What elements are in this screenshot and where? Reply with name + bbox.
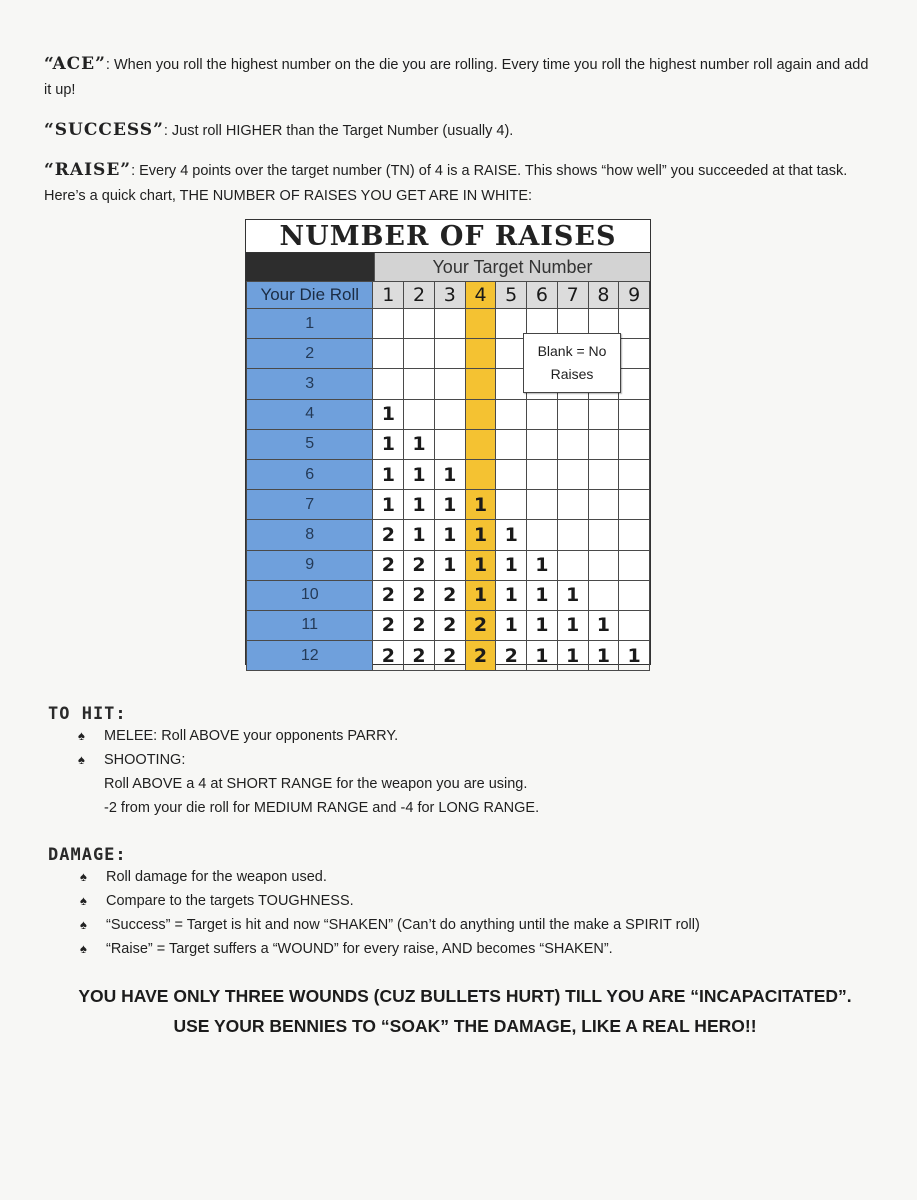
raise-cell: 2 xyxy=(434,610,465,640)
raise-cell: 2 xyxy=(496,641,527,671)
raise-rule xyxy=(44,158,874,209)
die-roll-4: 4 xyxy=(247,399,373,429)
chart-title: NUMBER OF RAISES xyxy=(246,220,650,253)
raise-cell: 1 xyxy=(619,641,650,671)
target-number-column-2: 2 xyxy=(404,282,435,309)
raise-cell xyxy=(557,550,588,580)
raise-cell: 2 xyxy=(373,580,404,610)
raise-cell: 1 xyxy=(496,610,527,640)
footer-line-1: YOU HAVE ONLY THREE WOUNDS (CUZ BULLETS HURT) TILL YOU ARE “INCAPACITATED”. xyxy=(78,986,852,1006)
die-roll-11: 11 xyxy=(247,610,373,640)
ace-term: “ACE” xyxy=(44,54,106,74)
target-number-column-3: 3 xyxy=(434,282,465,309)
raise-cell xyxy=(588,429,619,459)
raise-cell: 2 xyxy=(465,641,496,671)
success-text: : Just roll HIGHER than the Target Number (usually 4). xyxy=(163,123,514,139)
spade-icon: ♠ xyxy=(78,728,85,743)
raise-cell xyxy=(527,429,558,459)
die-roll-8: 8 xyxy=(247,520,373,550)
damage-item-1: Roll damage for the weapon used. xyxy=(106,869,327,885)
target-number-column-4: 4 xyxy=(465,282,496,309)
raise-cell xyxy=(619,369,650,399)
raise-cell xyxy=(434,399,465,429)
raise-cell xyxy=(619,429,650,459)
target-number-column-7: 7 xyxy=(557,282,588,309)
raise-cell xyxy=(496,490,527,520)
die-roll-9: 9 xyxy=(247,550,373,580)
raise-cell: 1 xyxy=(434,520,465,550)
raise-cell xyxy=(496,309,527,339)
raise-cell xyxy=(619,520,650,550)
die-roll-7: 7 xyxy=(247,490,373,520)
raise-cell: 1 xyxy=(434,490,465,520)
raise-cell xyxy=(434,339,465,369)
raise-cell xyxy=(619,610,650,640)
raise-cell xyxy=(557,490,588,520)
damage-list xyxy=(80,865,700,961)
list-item xyxy=(78,724,539,748)
raise-cell: 1 xyxy=(373,429,404,459)
raise-cell xyxy=(496,429,527,459)
raise-cell: 1 xyxy=(588,641,619,671)
raise-cell: 2 xyxy=(373,641,404,671)
die-roll-6: 6 xyxy=(247,459,373,489)
table-row xyxy=(247,520,650,550)
raise-cell xyxy=(373,369,404,399)
raise-cell xyxy=(588,459,619,489)
to-hit-heading: TO HIT: xyxy=(48,704,127,724)
raise-term: “RAISE” xyxy=(44,160,132,180)
list-item xyxy=(80,865,700,889)
die-roll-5: 5 xyxy=(247,429,373,459)
list-item xyxy=(80,889,700,913)
raise-text: : Every 4 points over the target number (TN) of 4 is a RAISE. This shows “how well” you succeeded at that task. Here’s a quick chart, THE NUMBER OF RAISES YOU GET ARE IN WHITE: xyxy=(44,163,848,204)
list-item xyxy=(80,913,700,937)
raise-cell xyxy=(588,399,619,429)
raise-cell: 1 xyxy=(557,641,588,671)
shooting-line-2: -2 from your die roll for MEDIUM RANGE and -4 for LONG RANGE. xyxy=(104,800,540,816)
raise-cell: 2 xyxy=(373,520,404,550)
success-term: “SUCCESS” xyxy=(44,120,164,140)
die-roll-10: 10 xyxy=(247,580,373,610)
list-item xyxy=(80,937,700,961)
raise-cell xyxy=(496,369,527,399)
raise-cell: 1 xyxy=(404,429,435,459)
raise-cell: 1 xyxy=(373,459,404,489)
raise-cell xyxy=(588,520,619,550)
damage-item-2: Compare to the targets TOUGHNESS. xyxy=(106,893,354,909)
raise-cell: 1 xyxy=(588,610,619,640)
raise-cell: 1 xyxy=(434,459,465,489)
raise-cell: 2 xyxy=(404,610,435,640)
raise-cell xyxy=(619,309,650,339)
raise-cell: 1 xyxy=(527,610,558,640)
shooting-line-1: Roll ABOVE a 4 at SHORT RANGE for the weapon you are using. xyxy=(104,776,528,792)
spade-icon: ♠ xyxy=(80,941,87,956)
die-roll-12: 12 xyxy=(247,641,373,671)
raise-cell: 2 xyxy=(434,641,465,671)
raise-cell xyxy=(465,459,496,489)
raise-cell xyxy=(404,399,435,429)
raise-cell xyxy=(619,490,650,520)
raises-chart xyxy=(245,219,651,665)
raise-cell: 1 xyxy=(557,610,588,640)
raise-cell: 1 xyxy=(496,550,527,580)
raise-cell: 1 xyxy=(404,520,435,550)
raise-cell: 1 xyxy=(434,550,465,580)
shooting-text: SHOOTING: xyxy=(104,752,186,768)
raise-cell: 1 xyxy=(404,459,435,489)
ace-rule xyxy=(44,52,874,103)
raise-cell xyxy=(373,339,404,369)
damage-heading: DAMAGE: xyxy=(48,845,127,865)
die-roll-3: 3 xyxy=(247,369,373,399)
blank-note-line-2: Raises xyxy=(550,366,594,382)
raise-cell xyxy=(465,399,496,429)
raise-cell xyxy=(557,520,588,550)
raise-cell xyxy=(557,399,588,429)
raise-cell xyxy=(527,399,558,429)
target-number-column-8: 8 xyxy=(588,282,619,309)
table-row xyxy=(247,399,650,429)
raise-cell: 1 xyxy=(527,641,558,671)
target-number-column-9: 9 xyxy=(619,282,650,309)
success-rule xyxy=(44,118,874,144)
raise-cell xyxy=(465,429,496,459)
raise-cell: 1 xyxy=(465,490,496,520)
raise-cell xyxy=(557,459,588,489)
table-row xyxy=(247,490,650,520)
raise-cell: 2 xyxy=(404,641,435,671)
raise-cell xyxy=(619,399,650,429)
raise-cell: 1 xyxy=(465,550,496,580)
raise-cell xyxy=(619,550,650,580)
table-row xyxy=(247,459,650,489)
melee-text: MELEE: Roll ABOVE your opponents PARRY. xyxy=(104,728,399,744)
raise-cell: 1 xyxy=(527,580,558,610)
raise-cell xyxy=(465,309,496,339)
raise-cell: 1 xyxy=(496,580,527,610)
raise-cell: 1 xyxy=(527,550,558,580)
raise-cell xyxy=(588,550,619,580)
column-header-row xyxy=(247,282,650,309)
table-row xyxy=(247,429,650,459)
raise-cell: 2 xyxy=(373,610,404,640)
spade-icon: ♠ xyxy=(80,893,87,908)
to-hit-list xyxy=(78,724,539,820)
raise-cell xyxy=(527,520,558,550)
raise-cell xyxy=(465,339,496,369)
table-row xyxy=(247,610,650,640)
raise-cell xyxy=(619,459,650,489)
list-item xyxy=(78,748,539,772)
damage-item-3: “Success” = Target is hit and now “SHAKEN” (Can’t do anything until the make a SPIRIT roll) xyxy=(106,917,700,933)
die-roll-2: 2 xyxy=(247,339,373,369)
blank-note-line-1: Blank = No xyxy=(537,343,607,359)
raise-cell: 1 xyxy=(373,490,404,520)
raise-cell: 1 xyxy=(373,399,404,429)
raise-cell xyxy=(557,429,588,459)
damage-item-4: “Raise” = Target suffers a “WOUND” for every raise, AND becomes “SHAKEN”. xyxy=(106,941,613,957)
raise-cell xyxy=(496,339,527,369)
table-row xyxy=(247,580,650,610)
raise-cell xyxy=(434,309,465,339)
die-roll-1: 1 xyxy=(247,309,373,339)
raise-cell xyxy=(619,580,650,610)
raise-cell xyxy=(588,490,619,520)
table-row xyxy=(247,641,650,671)
raise-cell xyxy=(496,399,527,429)
spade-icon: ♠ xyxy=(80,917,87,932)
raise-cell: 1 xyxy=(404,490,435,520)
raise-cell xyxy=(434,369,465,399)
raise-cell xyxy=(373,309,404,339)
target-number-column-1: 1 xyxy=(373,282,404,309)
raise-cell xyxy=(404,309,435,339)
raise-cell: 1 xyxy=(496,520,527,550)
target-number-column-5: 5 xyxy=(496,282,527,309)
raise-cell xyxy=(588,580,619,610)
target-number-header: Your Target Number xyxy=(374,253,650,281)
raise-cell: 2 xyxy=(373,550,404,580)
raise-cell: 1 xyxy=(557,580,588,610)
target-number-column-6: 6 xyxy=(527,282,558,309)
footer-line-2: USE YOUR BENNIES TO “SOAK” THE DAMAGE, LIKE A REAL HERO!! xyxy=(173,1016,757,1036)
raise-cell xyxy=(527,490,558,520)
raise-cell: 2 xyxy=(434,580,465,610)
raise-cell: 1 xyxy=(465,520,496,550)
raise-cell xyxy=(434,429,465,459)
chart-corner-block xyxy=(246,253,374,281)
spade-icon: ♠ xyxy=(80,869,87,884)
raise-cell xyxy=(404,339,435,369)
raise-cell: 2 xyxy=(404,580,435,610)
spade-icon: ♠ xyxy=(78,752,85,767)
ace-text: : When you roll the highest number on the die you are rolling. Every time you roll the highest number roll again and add it up! xyxy=(44,57,869,98)
raise-cell xyxy=(404,369,435,399)
table-row xyxy=(247,550,650,580)
raise-cell xyxy=(465,369,496,399)
raise-cell xyxy=(619,339,650,369)
raise-cell xyxy=(527,459,558,489)
raise-cell: 1 xyxy=(465,580,496,610)
raise-cell xyxy=(496,459,527,489)
blank-note xyxy=(523,333,621,393)
raise-cell: 2 xyxy=(465,610,496,640)
raise-cell: 2 xyxy=(404,550,435,580)
die-roll-header: Your Die Roll xyxy=(247,282,373,309)
